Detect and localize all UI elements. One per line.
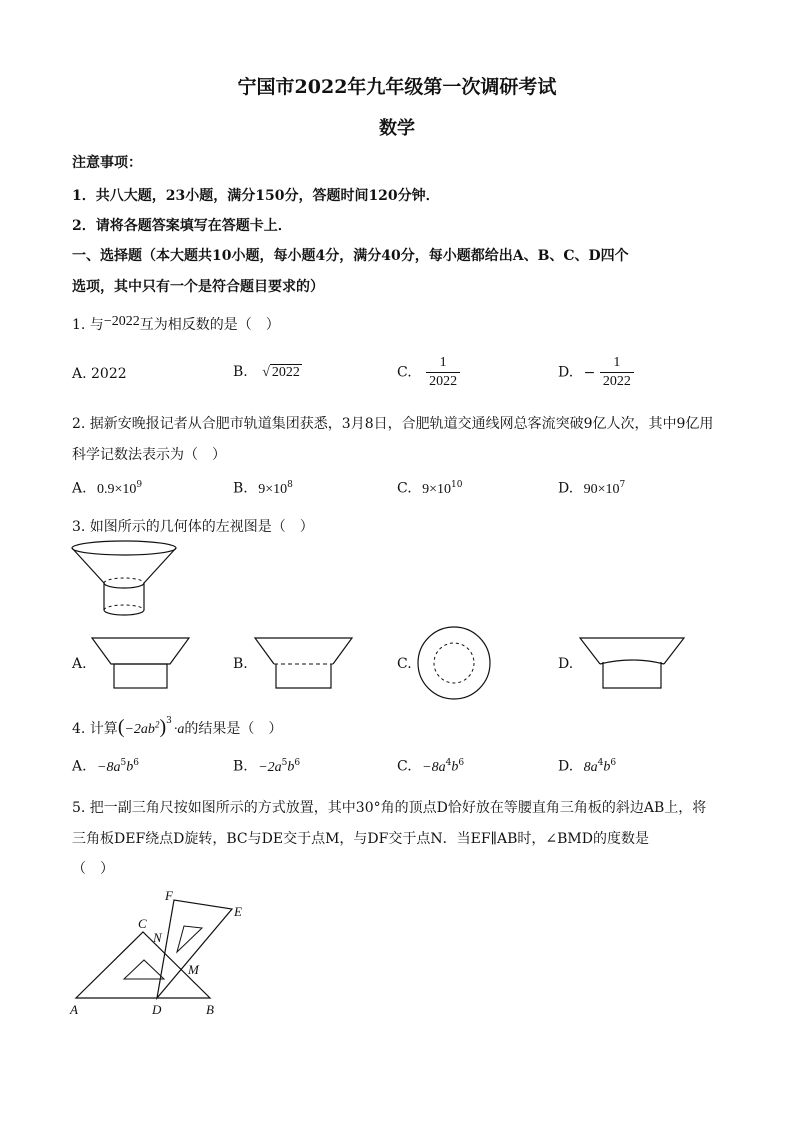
q1-c-denominator: 2022 (429, 374, 458, 389)
q4-a-exp2: 6 (133, 758, 139, 768)
q4-b-b: b (287, 759, 295, 775)
q2-a-label: A. (72, 480, 87, 497)
label-b: B (206, 1002, 214, 1017)
exam-title: 宁国市2022年九年级第一次调研考试 (237, 76, 557, 98)
q4-a-label: A. (72, 758, 87, 775)
q3-d-label: D. (558, 656, 574, 672)
q3-b-label: B. (233, 656, 248, 672)
q3-option-c-figure (416, 626, 494, 700)
triangle-abc-inner (124, 960, 164, 979)
frustum-bottom-back (104, 578, 144, 583)
q4-c-coef: −8a (422, 759, 446, 775)
q2-b-base: 9×10 (258, 481, 288, 497)
frustum-bottom-front (104, 583, 144, 588)
section-heading-line1: 一、选择题（本大题共10小题，每小题4分，满分40分，每小题都给出A、B、C、D四个 (72, 248, 629, 264)
q4-a-b: b (126, 759, 134, 775)
notice-item-2: 2．请将各题答案填写在答题卡上． (72, 218, 292, 234)
q2-a-base: 0.9×10 (97, 481, 137, 497)
q3-option-d-figure (578, 636, 688, 692)
q1-d-denominator: 2022 (602, 374, 631, 389)
q4-inner: −2ab (124, 722, 155, 737)
label-f: F (165, 888, 173, 903)
q4-d-coef: 8a (583, 759, 598, 775)
q3-option-b-figure (253, 636, 355, 692)
q2-a-exp: 9 (136, 480, 143, 490)
q1-d-label: D. (558, 364, 574, 381)
q2-c-label: C. (397, 480, 412, 497)
q1-c-label: C. (397, 364, 412, 381)
q5-triangle-figure (60, 884, 280, 1020)
q4-c-exp1: 4 (445, 758, 452, 768)
q2-option-d (558, 480, 625, 498)
q1-a-label: A. (72, 366, 87, 382)
q4-inner-exp: 2 (154, 719, 160, 730)
q2-option-a (72, 480, 142, 498)
q1-a-value: 2022 (91, 366, 127, 382)
q2-d-label: D. (558, 480, 574, 497)
q4-b-coef: −2a (258, 759, 282, 775)
q4-option-a (72, 758, 139, 776)
q1-option-c (397, 355, 460, 390)
label-c: C (138, 916, 147, 931)
label-n: N (153, 930, 162, 945)
q1-b-value: 2022 (271, 365, 300, 380)
q4-c-label: C. (397, 758, 412, 775)
q1-option-d (558, 355, 634, 390)
question-4-stem: 4. 计算$(-2ab^2)^3\cdot a$的结果是（ ） (72, 716, 283, 738)
question-2-line1: 2. 据新安晚报记者从合肥市轨道集团获悉，3月8日，合肥轨道交通线网总客流突破9亿人次，其中9亿用 (72, 416, 714, 432)
q1-option-a (72, 366, 127, 382)
q3-a-label: A. (72, 656, 87, 672)
q3-c-label: C. (397, 656, 412, 672)
q2-c-exp: 10 (451, 480, 463, 490)
question-5-line3: （ ） (72, 861, 114, 877)
q1-c-numerator: 1 (426, 355, 460, 373)
sqrt-icon: √ (262, 365, 270, 380)
notice-heading: 注意事项： (72, 155, 142, 171)
q4-d-label: D. (558, 758, 574, 775)
q4-b-exp1: 5 (281, 758, 288, 768)
q2-b-label: B. (233, 480, 248, 497)
question-5-line2: 三角板DEF绕点D旋转，BC与DE交于点M，与DF交于点N．当EF∥AB时，∠BMD的度数是 (72, 831, 649, 847)
q4-b-label: B. (233, 758, 248, 775)
q4-d-exp1: 4 (597, 758, 604, 768)
q4-a-coef: −8a (97, 759, 121, 775)
question-1-stem (72, 314, 280, 334)
q1-value: −2022 (103, 314, 140, 329)
q1-prefix: 1. 与 (72, 317, 104, 333)
q2-c-base: 9×10 (422, 481, 452, 497)
section-heading-line2: 选项，其中只有一个是符合题目要求的） (72, 279, 324, 295)
q2-d-exp: 7 (619, 480, 626, 490)
q4-a-exp1: 5 (120, 758, 127, 768)
q4-outer-exp: 3 (166, 716, 172, 727)
q1-suffix: 互为相反数的是（ ） (139, 317, 280, 333)
q4-option-d (558, 758, 616, 776)
q4-option-c (397, 758, 464, 776)
q1-d-sign: − (583, 364, 596, 381)
q4-d-b: b (603, 759, 611, 775)
notice-item-1: 1．共八大题，23小题，满分150分，答题时间120分钟． (72, 188, 440, 204)
q2-option-b (233, 480, 293, 498)
q2-d-base: 90×10 (583, 481, 620, 497)
q3-solid-figure (68, 538, 182, 620)
q4-suffix: 的结果是（ ） (184, 721, 283, 737)
q4-prefix: 4. 计算 (72, 721, 118, 737)
q3-option-a-figure (90, 636, 192, 692)
q2-b-exp: 8 (287, 480, 293, 490)
frustum-top-ellipse (72, 541, 176, 555)
question-3-stem: 3. 如图所示的几何体的左视图是（ ） (72, 519, 314, 535)
q4-b-exp2: 6 (294, 758, 301, 768)
label-a: A (70, 1002, 78, 1017)
q1-d-numerator: 1 (600, 355, 634, 373)
q4-c-b: b (451, 759, 459, 775)
q4-c-exp2: 6 (458, 758, 465, 768)
cylinder-bottom-back (104, 605, 144, 610)
question-2-line2: 科学记数法表示为（ ） (72, 447, 226, 463)
label-m: M (188, 962, 199, 977)
q1-b-label: B. (233, 364, 248, 380)
q4-option-b (233, 758, 300, 776)
label-e: E (234, 904, 242, 919)
q2-option-c (397, 480, 462, 498)
label-d: D (152, 1002, 162, 1017)
q1-c-fraction (426, 355, 460, 390)
q4-mult: ·a (173, 722, 185, 737)
cylinder-bottom-front (104, 610, 144, 615)
question-5-line1: 5. 把一副三角尺按如图所示的方式放置，其中30°角的顶点D恰好放在等腰直角三角板的斜边AB上，将 (72, 800, 707, 816)
q1-d-fraction (600, 355, 634, 390)
q4-d-exp2: 6 (610, 758, 617, 768)
subject-title: 数学 (379, 118, 415, 139)
triangle-def-inner (177, 926, 202, 952)
q1-option-b (233, 364, 302, 381)
